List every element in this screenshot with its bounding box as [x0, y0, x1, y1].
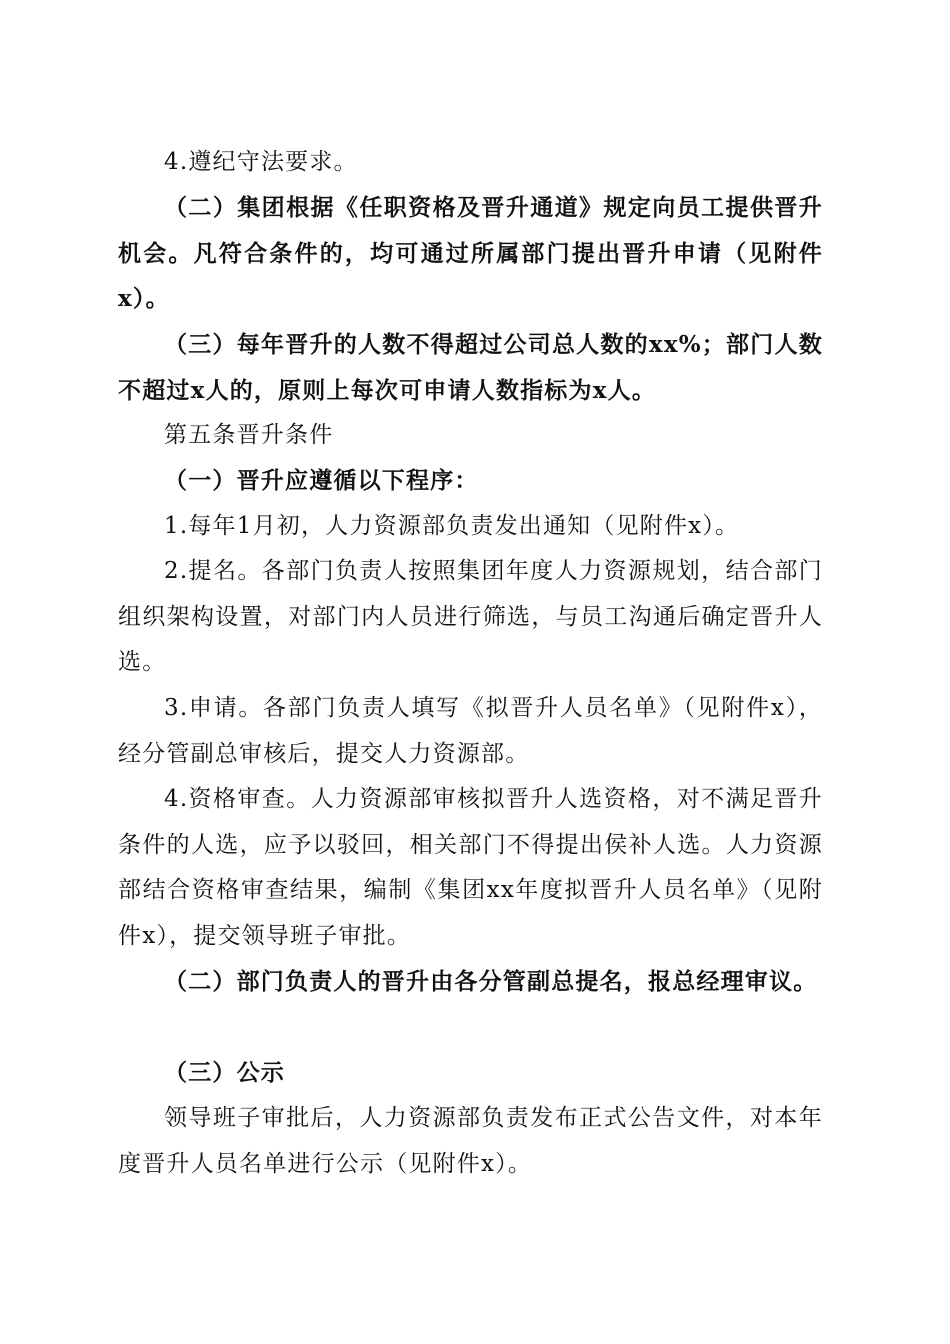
- section-heading-article-5: 第五条晋升条件: [164, 422, 334, 448]
- paragraph-publicity-body: 领导班子审批后，人力资源部负责发布正式公告文件，对本年度晋升人员名单进行公示（见附件x）。: [118, 1105, 823, 1177]
- paragraph-item-4-compliance: 4.遵纪守法要求。: [164, 149, 358, 175]
- paragraph-step-2-nomination: 2.提名。各部门负责人按照集团年度人力资源规划，结合部门组织架构设置，对部门内人员进行筛选，与员工沟通后确定晋升人选。: [118, 558, 823, 675]
- paragraph-step-3-application: 3.申请。各部门负责人填写《拟晋升人员名单》（见附件x），经分管副总审核后，提交人力资源部。: [118, 695, 823, 767]
- paragraph-procedure-heading: （一）晋升应遵循以下程序：: [164, 467, 479, 494]
- paragraph-publicity-heading: （三）公示: [164, 1059, 285, 1086]
- paragraph-step-4-qualification-review: 4.资格审查。人力资源部审核拟晋升人选资格，对不满足晋升条件的人选，应予以驳回，相关部门不得提出侯补人选。人力资源部结合资格审查结果，编制《集团xx年度拟晋升人员名单》（见附件x），提交领导班子审批。: [118, 786, 823, 949]
- paragraph-step-1-notice: 1.每年1月初，人力资源部负责发出通知（见附件x）。: [164, 513, 740, 539]
- paragraph-promotion-opportunity: （二）集团根据《任职资格及晋升通道》规定向员工提供晋升机会。凡符合条件的，均可通过所属部门提出晋升申请（见附件x）。: [118, 194, 823, 312]
- paragraph-department-head-promotion: （二）部门负责人的晋升由各分管副总提名，报总经理审议。: [164, 968, 818, 995]
- paragraph-promotion-quota: （三）每年晋升的人数不得超过公司总人数的xx%；部门人数不超过x人的，原则上每次可申请人数指标为x人。: [118, 331, 823, 404]
